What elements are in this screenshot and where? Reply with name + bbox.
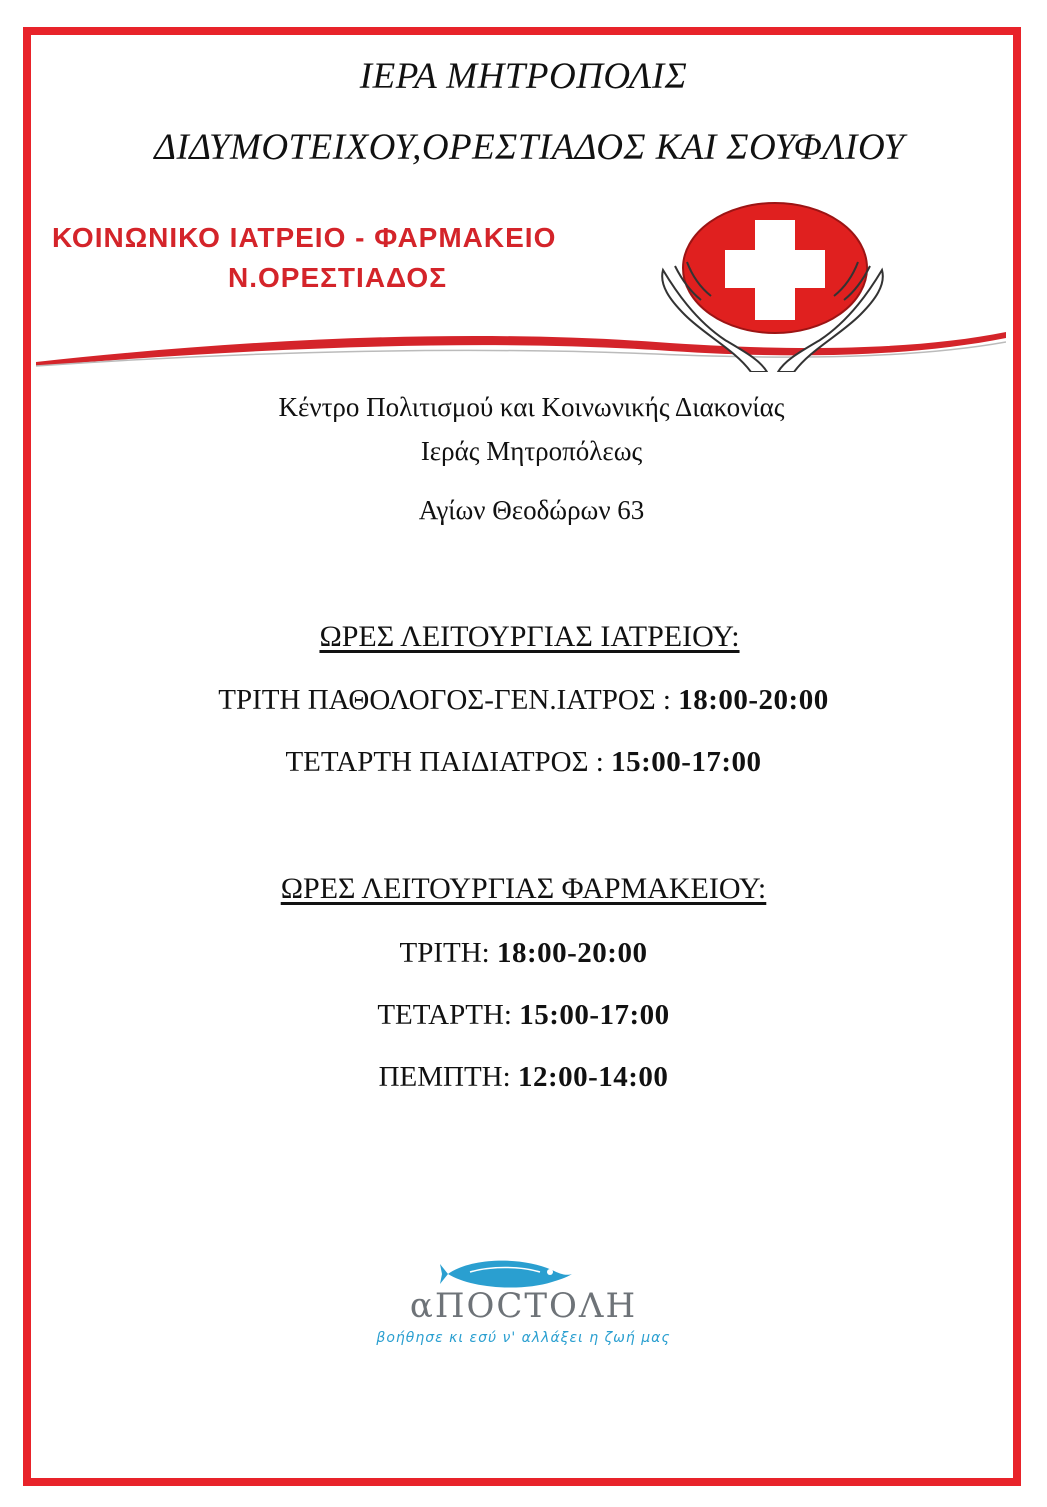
clinic-hours-time: 15:00-17:00 (611, 746, 762, 778)
pharmacy-hours-heading: ΩΡΕΣ ΛΕΙΤΟΥΡΓΙΑΣ ΦΑΡΜΑΚΕΙΟΥ: (280, 872, 767, 905)
pharmacy-hours-row (0, 999, 1047, 1032)
apostoli-tagline: βοήθησε κι εσύ ν' αλλάξει η ζωή μας (376, 1330, 671, 1346)
pharmacy-hours-label: ΤΡΙΤΗ: (399, 937, 497, 969)
banner-location: Ν.ΟΡΕΣΤΙΑΔΟΣ (228, 262, 447, 293)
clinic-hours-row (0, 684, 1047, 717)
pharmacy-hours-label: ΠΕΜΠΤΗ: (378, 1061, 518, 1093)
pharmacy-hours-row (0, 1061, 1047, 1094)
pharmacy-hours-row (0, 937, 1047, 970)
pharmacy-hours-time: 12:00-14:00 (517, 1061, 669, 1093)
red-cross-in-hands-icon (655, 200, 890, 372)
apostoli-logo-text: αΠΟCΤΟΛΗ (409, 1286, 638, 1326)
clinic-hours-label: ΤΡΙΤΗ ΠΑΘΟΛΟΓΟΣ-ΓΕΝ.ΙΑΤΡΟΣ : (218, 684, 679, 716)
clinic-hours-heading: ΩΡΕΣ ΛΕΙΤΟΥΡΓΙΑΣ ΙΑΤΡΕΙΟΥ: (319, 620, 740, 653)
banner-title: ΚΟΙΝΩΝΙΚΟ ΙΑΤΡΕΙΟ - ΦΑΡΜΑΚΕΙΟ (52, 222, 557, 253)
address-line-metropolis: Ιεράς Μητροπόλεως (420, 436, 643, 466)
pharmacy-hours-time: 18:00-20:00 (496, 937, 648, 969)
metropolis-subtitle: ΔΙΔΥΜΟΤΕΙΧΟΥ,ΟΡΕΣΤΙΑΔΟΣ ΚΑΙ ΣΟΥΦΛΙΟΥ (154, 127, 905, 168)
address-line-center: Κέντρο Πολιτισμού και Κοινωνικής Διακονίας (278, 392, 785, 422)
metropolis-title: ΙΕΡΑ ΜΗΤΡΟΠΟΛΙΣ (359, 56, 688, 97)
clinic-hours-time: 18:00-20:00 (678, 684, 829, 716)
clinic-hours-label: ΤΕΤΑΡΤΗ ΠΑΙΔΙΑΤΡΟΣ : (285, 746, 612, 778)
pharmacy-hours-time: 15:00-17:00 (519, 999, 670, 1031)
clinic-hours-row (0, 746, 1047, 779)
pharmacy-hours-label: ΤΕΤΑΡΤΗ: (377, 999, 520, 1031)
address-street: Αγίων Θεοδώρων 63 (418, 495, 645, 525)
